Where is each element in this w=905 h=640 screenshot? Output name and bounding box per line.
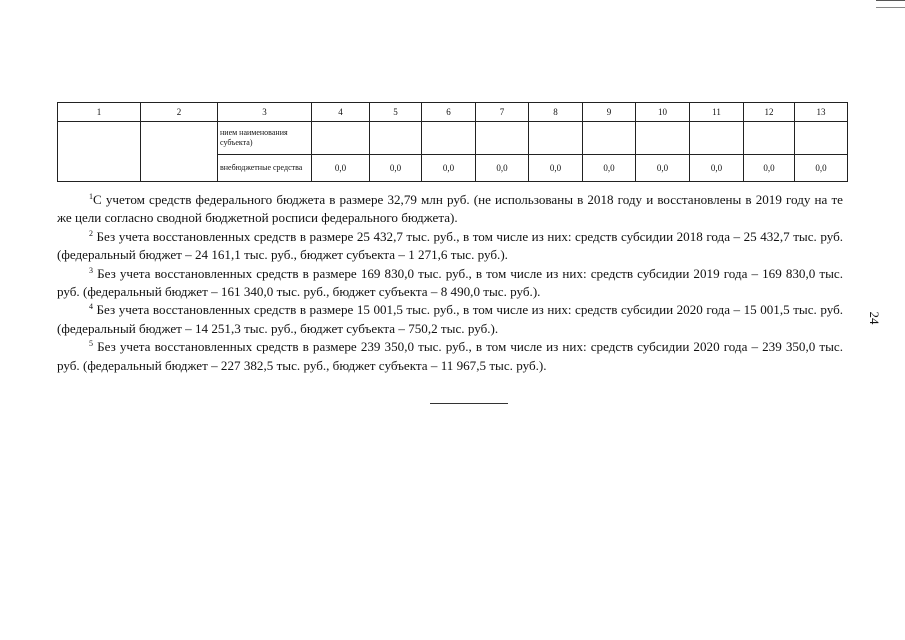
table-cell: 0,0 bbox=[370, 155, 422, 182]
header-cell: 12 bbox=[744, 103, 795, 122]
table-row bbox=[58, 122, 848, 155]
table-cell: 0,0 bbox=[312, 155, 370, 182]
table-cell: 0,0 bbox=[476, 155, 529, 182]
footnote-mark: 2 bbox=[89, 228, 93, 238]
header-cell: 1 bbox=[58, 103, 141, 122]
scan-edge-rule bbox=[876, 0, 905, 8]
table-cell-label: нием наименования субъекта) bbox=[218, 122, 312, 155]
header-cell: 3 bbox=[218, 103, 312, 122]
footnote-mark: 5 bbox=[89, 339, 93, 349]
table-cell: 0,0 bbox=[583, 155, 636, 182]
header-cell: 7 bbox=[476, 103, 529, 122]
table-cell: 0,0 bbox=[529, 155, 583, 182]
footnote-mark: 4 bbox=[89, 302, 93, 312]
header-cell: 11 bbox=[690, 103, 744, 122]
table-cell bbox=[636, 122, 690, 155]
page-number: 24 bbox=[867, 311, 882, 325]
table-cell bbox=[370, 122, 422, 155]
budget-table bbox=[57, 102, 848, 182]
table-cell bbox=[795, 122, 848, 155]
table-cell-col1 bbox=[58, 122, 141, 182]
header-cell: 9 bbox=[583, 103, 636, 122]
footnotes bbox=[57, 191, 843, 375]
table-cell: 0,0 bbox=[795, 155, 848, 182]
header-cell: 4 bbox=[312, 103, 370, 122]
footnote-mark: 3 bbox=[89, 265, 93, 275]
table-cell: 0,0 bbox=[422, 155, 476, 182]
header-cell: 5 bbox=[370, 103, 422, 122]
footnote bbox=[57, 338, 843, 375]
table-cell bbox=[476, 122, 529, 155]
footnote bbox=[57, 301, 843, 338]
footnote-text: Без учета восстановленных средств в размере 169 830,0 тыс. руб., в том числе из них: средств субсидии 2019 года – 169 830,0 тыс. руб. (федеральный бюджет – 161 340,0 тыс. руб., бюджет субъекта – 8 490,0 тыс. руб.). bbox=[57, 265, 843, 300]
footnote-text: С учетом средств федерального бюджета в размере 32,79 млн руб. (не использованы в 2018 году и восстановлены в 2019 году на те же цели согласно сводной бюджетной росписи федерального бюджета). bbox=[57, 192, 843, 226]
footnote bbox=[57, 191, 843, 228]
table-cell bbox=[312, 122, 370, 155]
footnote-mark: 1 bbox=[89, 192, 93, 201]
table-cell-label: внебюджетные средства bbox=[218, 155, 312, 182]
table-cell bbox=[422, 122, 476, 155]
table-cell: 0,0 bbox=[690, 155, 744, 182]
end-separator-rule bbox=[430, 403, 508, 404]
header-cell: 2 bbox=[141, 103, 218, 122]
table-cell bbox=[529, 122, 583, 155]
footnote-text: Без учета восстановленных средств в размере 239 350,0 тыс. руб., в том числе из них: средств субсидии 2020 года – 239 350,0 тыс. руб. (федеральный бюджет – 227 382,5 тыс. руб., бюджет субъекта – 11 967,5 тыс. руб.). bbox=[57, 339, 843, 373]
footnote bbox=[57, 228, 843, 265]
table-cell bbox=[690, 122, 744, 155]
table-cell bbox=[583, 122, 636, 155]
header-cell: 8 bbox=[529, 103, 583, 122]
footnote-text: Без учета восстановленных средств в размере 15 001,5 тыс. руб., в том числе из них: средств субсидии 2020 года – 15 001,5 тыс. руб. (федеральный бюджет – 14 251,3 тыс. руб., бюджет субъекта – 750,2 тыс. руб.). bbox=[57, 302, 844, 336]
header-cell: 6 bbox=[422, 103, 476, 122]
table-cell: 0,0 bbox=[744, 155, 795, 182]
table-header-row bbox=[58, 103, 848, 122]
footnote bbox=[57, 265, 843, 302]
footnote-text: Без учета восстановленных средств в размере 25 432,7 тыс. руб., в том числе из них: средств субсидии 2018 года – 25 432,7 тыс. руб. (федеральный бюджет – 24 161,1 тыс. руб., бюджет субъекта – 1 271,6 тыс. руб.). bbox=[57, 228, 844, 263]
table-cell bbox=[744, 122, 795, 155]
table-cell: 0,0 bbox=[636, 155, 690, 182]
header-cell: 13 bbox=[795, 103, 848, 122]
table-cell-col2 bbox=[141, 122, 218, 182]
header-cell: 10 bbox=[636, 103, 690, 122]
